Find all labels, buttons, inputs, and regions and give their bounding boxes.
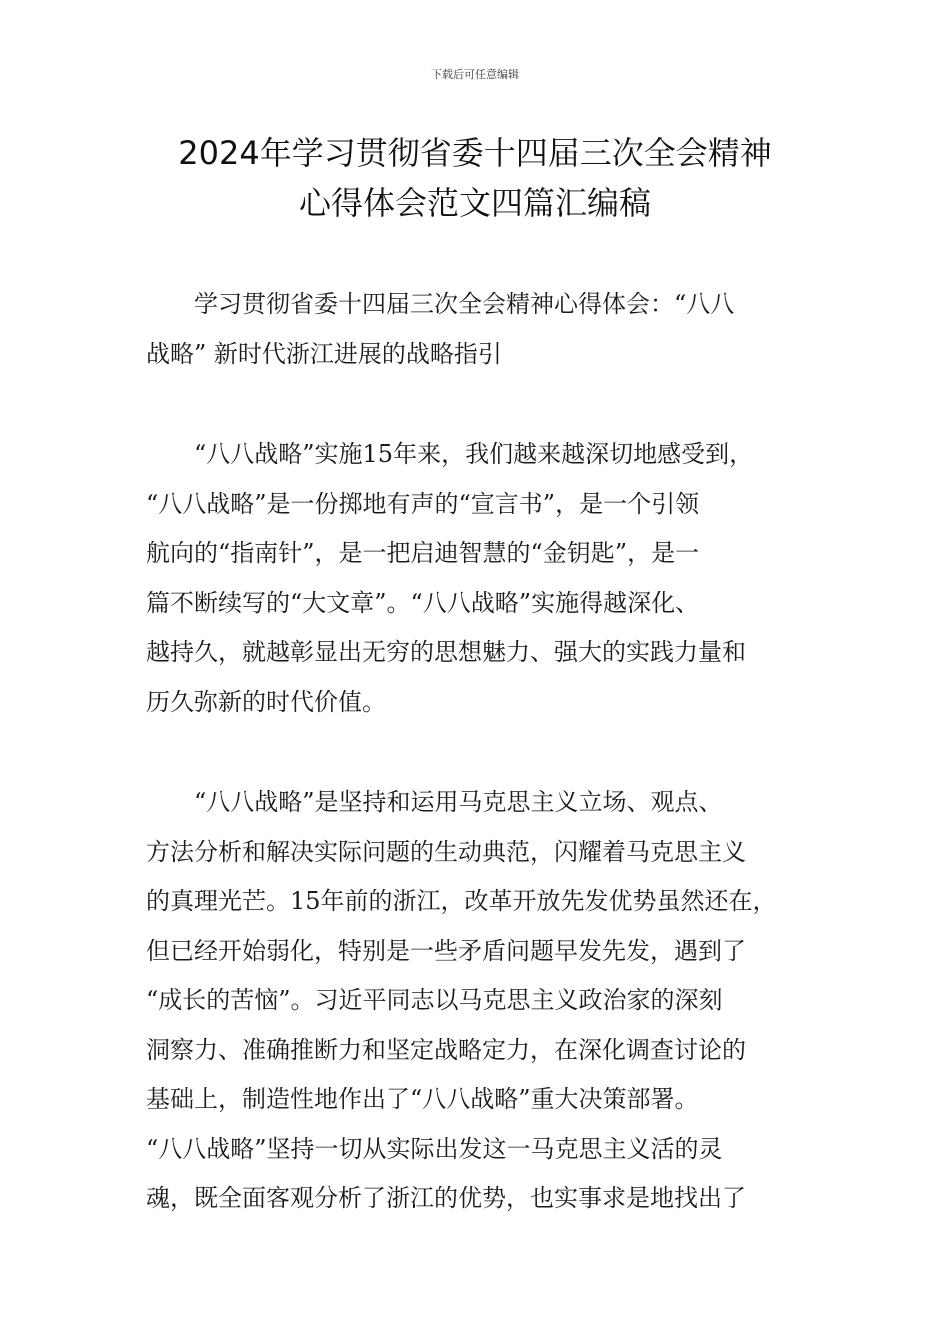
title-line: 心得体会范文四篇汇编稿: [298, 184, 651, 222]
paragraph-2: [146, 778, 826, 1224]
paragraph-line: 洞察力、准确推断力和坚定战略定力，在深化调查讨论的: [146, 1035, 746, 1064]
paragraph-line: “成长的苦恼”。习近平同志以马克思主义政治家的深刻: [146, 986, 723, 1014]
subtitle-line: 学习贯彻省委十四届三次全会精神心得体会：“八八: [194, 290, 735, 318]
paragraph-1: [146, 430, 826, 727]
paragraph-line: 方法分析和解决实际问题的生动典范，闪耀着马克思主义: [146, 837, 746, 866]
document-title: [100, 128, 850, 228]
title-line: 2024年学习贯彻省委十四届三次全会精神: [178, 134, 772, 172]
paragraph-line: 越持久，就越彰显出无穷的思想魅力、强大的实践力量和: [146, 638, 746, 666]
paragraph-line: 航向的“指南针”，是一把启迪智慧的“金钥匙”，是一: [146, 539, 700, 567]
paragraph-line: “八八战略”是一份掷地有声的“宣言书”，是一个引领: [146, 489, 700, 518]
paragraph-line: 魂，既全面客观分析了浙江的优势，也实事求是地找出了: [146, 1184, 746, 1212]
paragraph-line: 但已经开始弱化，特别是一些矛盾问题早发先发，遇到了: [146, 936, 746, 965]
paragraph-line: “八八战略”坚持一切从实际出发这一马克思主义活的灵: [146, 1134, 723, 1163]
paragraph-line: “八八战略”实施15年来，我们越来越深切地感受到，: [194, 440, 754, 468]
paragraph-line: 的真理光芒。15年前的浙江，改革开放先发优势虽然还在，: [146, 887, 777, 915]
header-note: 下载后可任意编辑: [431, 68, 519, 81]
section-subtitle: [146, 280, 826, 379]
subtitle-line: 战略” 新时代浙江进展的战略指引: [146, 339, 502, 368]
paragraph-line: 篇不断续写的“大文章”。“八八战略”实施得越深化、: [146, 588, 700, 617]
paragraph-line: 基础上，制造性地作出了“八八战略”重大决策部署。: [146, 1085, 699, 1113]
paragraph-line: 历久弥新的时代价值。: [146, 687, 386, 716]
paragraph-line: “八八战略”是坚持和运用马克思主义立场、观点、: [194, 788, 723, 816]
